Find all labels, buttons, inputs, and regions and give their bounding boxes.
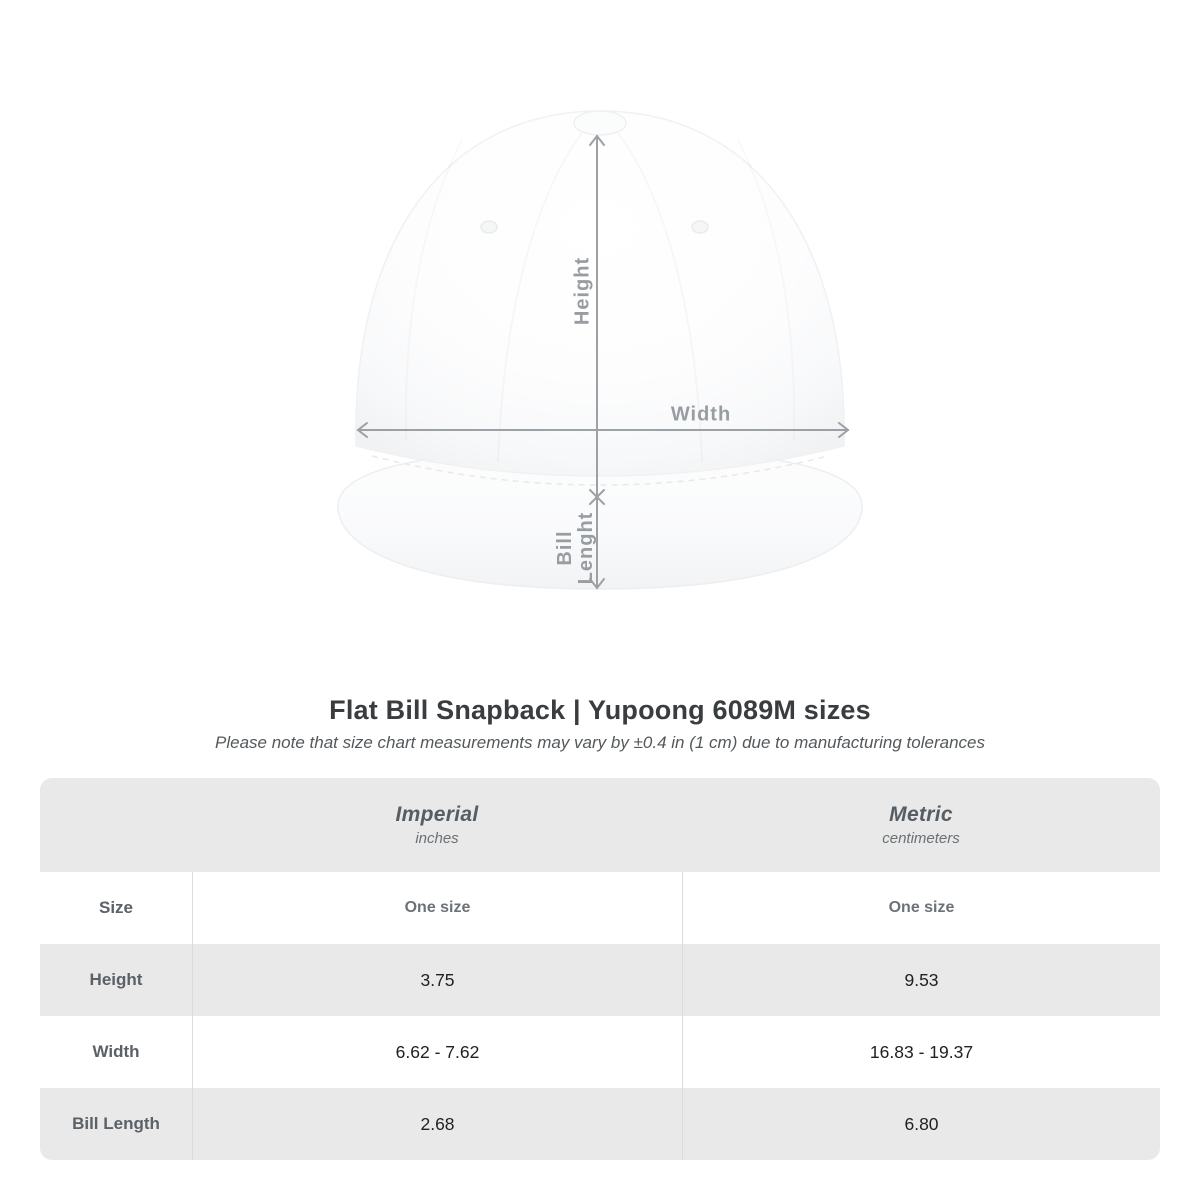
size-table-header: [40, 778, 1160, 872]
size-table: [40, 778, 1160, 1160]
eyelet-left: [481, 221, 497, 233]
width-imperial-cell: 6.62 - 7.62: [192, 1016, 682, 1088]
bill-length-label-line2: Lenght: [575, 511, 597, 585]
height-imperial-cell: 3.75: [192, 944, 682, 1016]
metric-header-unit: centimeters: [882, 830, 960, 847]
imperial-column-header: [192, 778, 682, 872]
width-metric-cell: 16.83 - 19.37: [682, 1016, 1160, 1088]
imperial-header-unit: inches: [415, 830, 459, 847]
chart-heading: [0, 695, 1200, 753]
bill-length-dimension-label: [555, 512, 597, 585]
metric-header-label: Metric: [889, 803, 953, 826]
height-dimension-label: Height: [571, 256, 594, 326]
eyelet-right: [692, 221, 708, 233]
size-metric-cell: One size: [682, 872, 1160, 944]
page-title: Flat Bill Snapback | Yupoong 6089M sizes: [329, 695, 871, 725]
bill-length-metric-cell: 6.80: [682, 1088, 1160, 1160]
width-row-label: Width: [92, 1042, 140, 1061]
cap-top-button: [574, 111, 626, 135]
tolerance-note: Please note that size chart measurements may vary by ±0.4 in (1 cm) due to manufacturing tolerances: [215, 733, 985, 752]
table-row-height: [40, 944, 1160, 1016]
table-row-bill-length: [40, 1088, 1160, 1160]
height-row-label: Height: [89, 970, 143, 989]
height-metric-cell: 9.53: [682, 944, 1160, 1016]
metric-column-header: [682, 778, 1160, 872]
table-row-width: [40, 1016, 1160, 1088]
cap-crown: [356, 111, 844, 485]
corner-header-cell: [40, 778, 192, 872]
bill-length-label-line1: Bill: [554, 530, 576, 566]
size-imperial-cell: One size: [192, 872, 682, 944]
width-dimension-label: Width: [670, 403, 732, 426]
bill-length-row-label: Bill Length: [72, 1114, 160, 1133]
imperial-header-label: Imperial: [395, 803, 479, 826]
bill-length-imperial-cell: 2.68: [192, 1088, 682, 1160]
size-row-label: Size: [98, 898, 134, 917]
table-row-size: [40, 872, 1160, 944]
